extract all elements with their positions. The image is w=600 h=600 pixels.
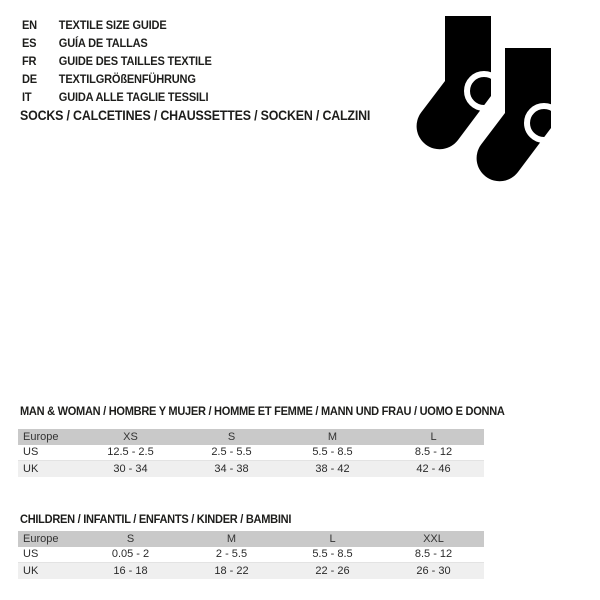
column-header: XS: [123, 430, 138, 443]
row-label: UK: [23, 462, 39, 475]
language-label: GUIDE DES TAILLES TEXTILE: [58, 54, 212, 68]
size-cell: 22 - 26: [315, 564, 350, 577]
language-row: [22, 88, 212, 106]
table-header-row: [18, 429, 484, 445]
size-cell: 5.5 - 8.5: [312, 548, 353, 560]
size-cell: 26 - 30: [416, 564, 451, 577]
size-cell: 18 - 22: [214, 564, 249, 577]
size-cell: 34 - 38: [214, 462, 249, 475]
row-label: US: [23, 548, 39, 560]
size-cell: 0.05 - 2: [111, 548, 150, 560]
column-header: M: [327, 430, 338, 443]
table-title-man-woman: MAN & WOMAN / HOMBRE Y MUJER / HOMME ET FEMME / MANN UND FRAU / UOMO E DONNA: [20, 404, 505, 418]
table-row-us: [18, 547, 484, 563]
column-header: M: [226, 532, 237, 545]
table-row-us: [18, 445, 484, 461]
column-header: L: [329, 532, 336, 545]
language-code: EN: [22, 18, 37, 32]
size-cell: 12.5 - 2.5: [107, 446, 154, 458]
size-cell: 38 - 42: [315, 462, 350, 475]
size-cell: 30 - 34: [113, 462, 148, 475]
size-cell: 8.5 - 12: [414, 446, 453, 458]
language-code: FR: [22, 54, 37, 68]
language-row: [22, 70, 212, 88]
row-label: US: [23, 446, 39, 458]
size-cell: 2.5 - 5.5: [211, 446, 252, 458]
column-header: Europe: [23, 430, 59, 443]
table-title-children: CHILDREN / INFANTIL / ENFANTS / KINDER / BAMBINI: [20, 512, 292, 526]
size-cell: 8.5 - 12: [414, 548, 453, 560]
column-header: S: [227, 430, 236, 443]
language-row: [22, 52, 212, 70]
language-label: GUIDA ALLE TAGLIE TESSILI: [58, 90, 209, 104]
language-label: GUÍA DE TALLAS: [58, 36, 148, 50]
table-row-uk: [18, 461, 484, 477]
category-title: SOCKS / CALCETINES / CHAUSSETTES / SOCKEN / CALZINI: [20, 108, 371, 123]
column-header: L: [430, 430, 437, 443]
language-list: [22, 16, 212, 106]
language-code: IT: [22, 90, 32, 104]
language-row: [22, 16, 212, 34]
table-header-row: [18, 531, 484, 547]
column-header: S: [126, 532, 135, 545]
size-cell: 42 - 46: [416, 462, 451, 475]
size-table-children: [18, 531, 484, 579]
row-label: UK: [23, 564, 39, 577]
column-header: XXL: [423, 532, 444, 545]
table-row-uk: [18, 563, 484, 579]
language-code: DE: [22, 72, 37, 86]
language-code: ES: [22, 36, 37, 50]
size-table-man-woman: [18, 429, 484, 477]
size-cell: 5.5 - 8.5: [312, 446, 353, 458]
size-cell: 16 - 18: [113, 564, 148, 577]
language-row: [22, 34, 212, 52]
language-label: TEXTILE SIZE GUIDE: [58, 18, 167, 32]
size-cell: 2 - 5.5: [215, 548, 248, 560]
socks-icon: [400, 0, 600, 200]
column-header: Europe: [23, 532, 59, 545]
language-label: TEXTILGRÖßENFÜHRUNG: [58, 72, 196, 86]
